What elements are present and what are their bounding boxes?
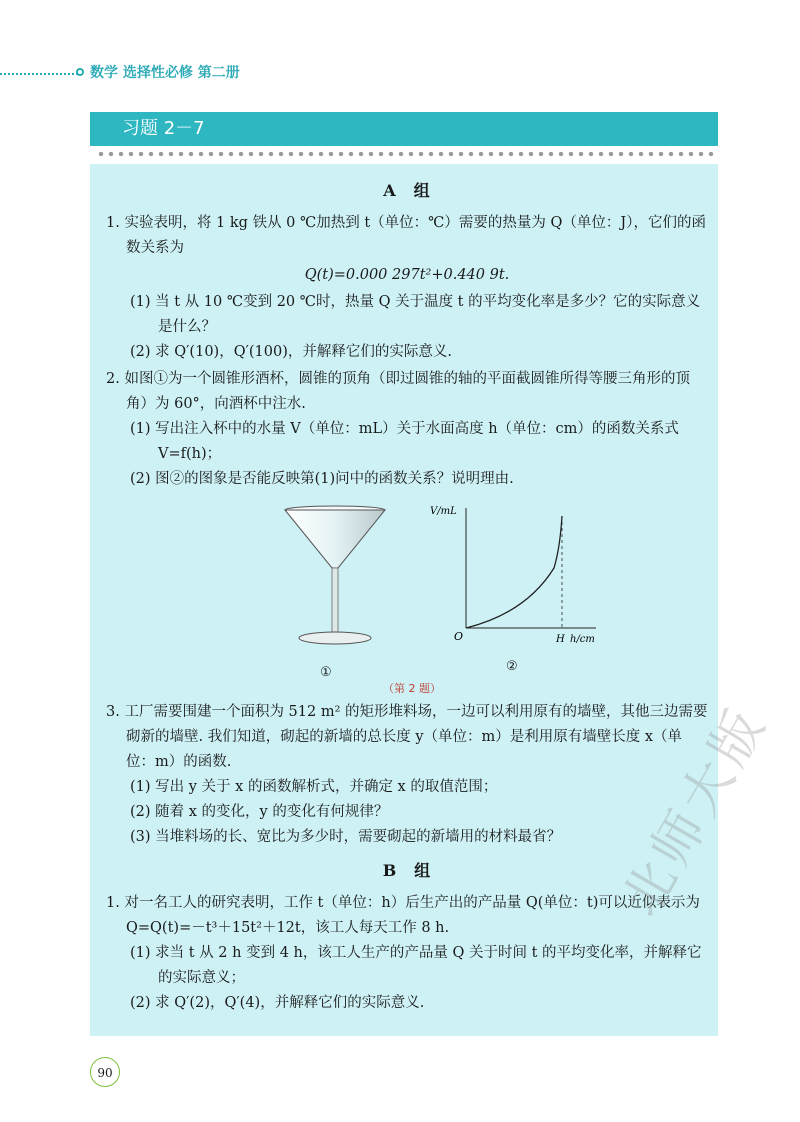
publisher-watermark: 北师大版 <box>611 695 780 927</box>
sub-question: (1) 求当 t 从 2 h 变到 4 h，该工人生产的产品量 Q 关于时间 t 的平均变化率，并解释它的实际意义； <box>130 945 702 986</box>
sub-question: (1) 当 t 从 10 ℃变到 20 ℃时，热量 Q 关于温度 t 的平均变化率是多少？它的实际意义是什么？ <box>130 294 701 335</box>
problem-stem: 2. 如图①为一个圆锥形酒杯，圆锥的顶角（即过圆锥的轴的平面截圆锥所得等腰三角形的顶角）为 60°，向酒杯中注水. <box>106 371 690 412</box>
problem-stem: 1. 对一名工人的研究表明，工作 t（单位：h）后生产出的产品量 Q(单位：t)可以近似表示为 Q=Q(t)=－t³＋15t²＋12t，该工人每天工作 8 h. <box>106 895 700 936</box>
problem-stem: 3. 工厂需要围建一个面积为 512 m² 的矩形堆料场，一边可以利用原有的墙壁，其他三边需要砌新的墙壁. 我们知道，砌起的新墙的总长度 y（单位：m）是利用原有墙壁长度 x（单位：m）的函数. <box>106 704 708 770</box>
sub-question: (1) 写出注入杯中的水量 V（单位：mL）关于水面高度 h（单位：cm）的函数关系式V=f(h)； <box>130 421 679 462</box>
volume-height-graph <box>426 498 606 648</box>
formula: Q(t)=0.000 297t²+0.440 9t. <box>304 267 510 283</box>
figure-caption: （第 2 题） <box>383 682 441 695</box>
h-mark-label: H <box>556 634 565 645</box>
header-decor-line <box>0 73 78 75</box>
group-b-title: B 组 <box>382 861 432 880</box>
dotted-divider <box>96 151 716 157</box>
sub-question: (1) 写出 y 关于 x 的函数解析式，并确定 x 的取值范围； <box>130 779 498 795</box>
figure-1-label: ① <box>320 665 332 680</box>
figure-2-label: ② <box>506 659 518 674</box>
sub-question: (2) 求 Q′(2)，Q′(4)，并解释它们的实际意义. <box>130 995 425 1011</box>
problem-a1 <box>106 211 708 365</box>
x-axis-label: h/cm <box>570 634 595 645</box>
problem-2-figures <box>106 498 708 698</box>
problem-b1 <box>106 891 708 1016</box>
problem-a3 <box>106 700 708 850</box>
sub-question: (2) 图②的图象是否能反映第(1)问中的函数关系？说明理由. <box>130 471 514 487</box>
sub-question: (3) 当堆料场的长、宽比为多少时，需要砌起的新墙用的材料最省？ <box>130 829 562 845</box>
sub-question: (2) 求 Q′(10)，Q′(100)，并解释它们的实际意义. <box>130 344 452 360</box>
page-number: 90 <box>90 1057 120 1087</box>
wine-glass-figure <box>270 504 400 654</box>
section-title: 习题 2－7 <box>90 112 718 146</box>
problem-stem: 1. 实验表明，将 1 kg 铁从 0 ℃加热到 t（单位：℃）需要的热量为 Q（单位：J），它们的函数关系为 <box>106 215 706 256</box>
group-a-title: A 组 <box>383 181 431 200</box>
sub-question: (2) 随着 x 的变化，y 的变化有何规律？ <box>130 804 389 820</box>
header-decor-dot <box>76 68 84 76</box>
problem-a2 <box>106 367 708 492</box>
origin-label: O <box>454 630 464 643</box>
exercise-panel <box>90 164 718 1036</box>
y-axis-label: V/mL <box>430 506 457 517</box>
book-header: 数学 选择性必修 第二册 <box>90 65 240 81</box>
